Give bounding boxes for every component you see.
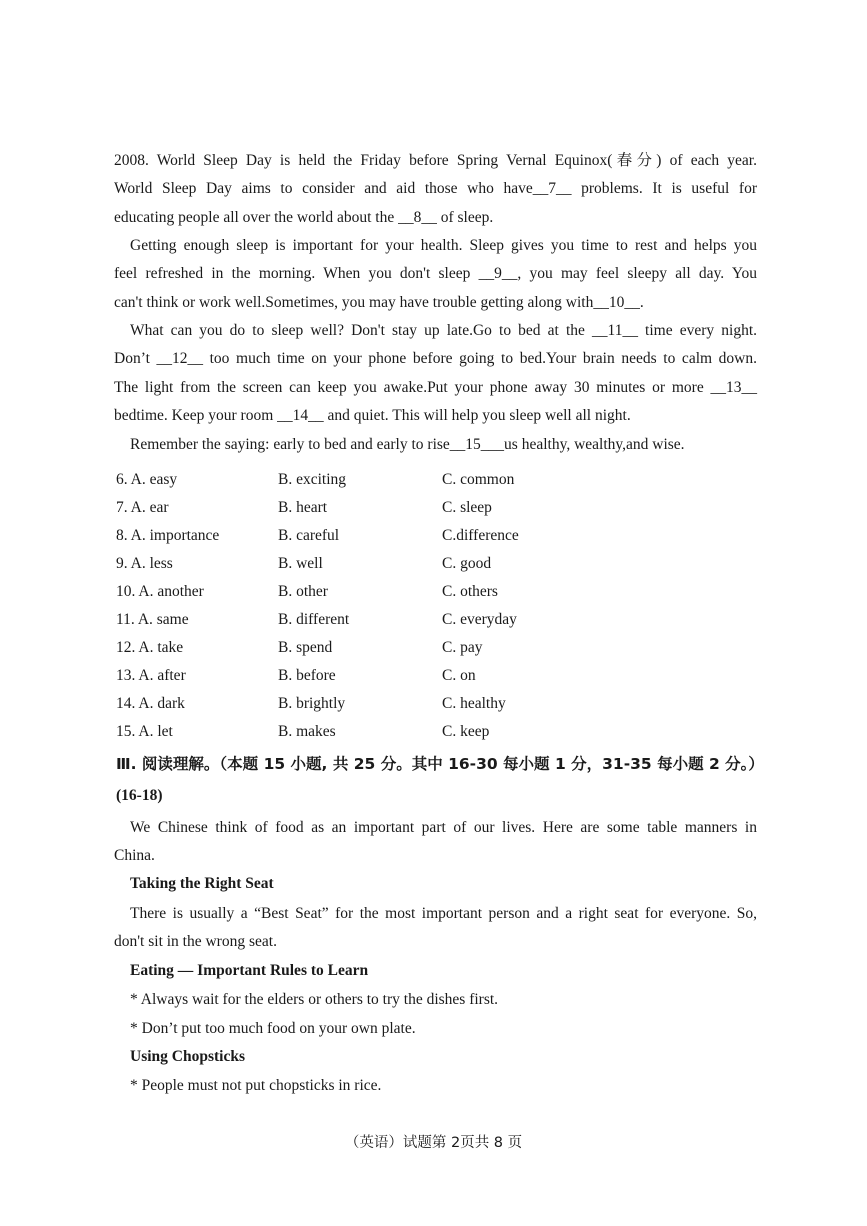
option-a: 8. A. importance: [116, 527, 220, 544]
passage-paragraph-2: [114, 232, 757, 317]
heading-right-seat: Taking the Right Seat: [130, 875, 274, 892]
option-row: [116, 718, 676, 746]
passage-line: Don’t __12__ too much time on your phone before going to bed.Your brain needs to calm down.: [114, 350, 757, 368]
option-c: C. on: [442, 667, 476, 684]
option-c: C. sleep: [442, 499, 492, 516]
passage-line: The light from the screen can keep you awake.Put your phone away 30 minutes or more __13__: [114, 378, 757, 396]
option-a: 13. A. after: [116, 667, 186, 684]
option-b: B. well: [278, 555, 323, 572]
passage-line: educating people all over the world about the __8__ of sleep.: [114, 208, 494, 226]
page-footer: （英语）试题第 2页共 8 页: [344, 1135, 523, 1151]
option-b: B. before: [278, 667, 336, 684]
option-a: 14. A. dark: [116, 695, 185, 712]
option-row: [116, 494, 676, 522]
option-c: C. common: [442, 471, 515, 488]
option-a: 10. A. another: [116, 583, 204, 600]
option-row: [116, 662, 676, 690]
option-row: [116, 606, 676, 634]
passage-line: There is usually a “Best Seat” for the most important person and a right seat for everyone. So,: [130, 905, 757, 922]
option-row: [116, 578, 676, 606]
chopstick-rule: * People must not put chopsticks in rice.: [130, 1077, 382, 1094]
passage-paragraph-3: [114, 317, 757, 430]
cloze-options: [116, 466, 676, 746]
passage-line: feel refreshed in the morning. When you don't sleep __9__, you may feel sleepy all day. You: [114, 265, 757, 283]
option-b: B. careful: [278, 527, 340, 544]
option-c: C. good: [442, 555, 492, 572]
passage-line: Remember the saying: early to bed and early to rise__15___us healthy, wealthy,and wise.: [130, 436, 685, 453]
passage-paragraph-1: [114, 147, 757, 232]
option-c: C. everyday: [442, 611, 517, 628]
passage-line: bedtime. Keep your room __14__ and quiet. This will help you sleep well all night.: [114, 406, 631, 424]
option-c: C.difference: [442, 527, 519, 544]
seat-paragraph: [114, 900, 757, 957]
passage-line: What can you do to sleep well? Don't stay up late.Go to bed at the __11__ time every night.: [130, 322, 757, 339]
option-b: B. other: [278, 583, 328, 600]
option-c: C. healthy: [442, 695, 506, 712]
passage-line: World Sleep Day aims to consider and aid those who have__7__ problems. It is useful for: [114, 180, 757, 198]
passage-line: don't sit in the wrong seat.: [114, 933, 277, 951]
passage-line: Getting enough sleep is important for your health. Sleep gives you time to rest and helps you: [130, 237, 757, 254]
option-b: B. spend: [278, 639, 333, 656]
option-b: B. makes: [278, 723, 336, 740]
passage-line: We Chinese think of food as an important part of our lives. Here are some table manners in: [130, 819, 757, 836]
option-row: [116, 690, 676, 718]
option-a: 15. A. let: [116, 723, 173, 740]
passage-line: China.: [114, 847, 155, 865]
option-row: [116, 466, 676, 494]
eating-rule: * Always wait for the elders or others to try the dishes first.: [130, 991, 499, 1008]
option-a: 12. A. take: [116, 639, 184, 656]
eating-rule: * Don’t put too much food on your own plate.: [130, 1020, 416, 1037]
option-a: 6. A. easy: [116, 471, 178, 488]
option-b: B. different: [278, 611, 350, 628]
question-range-label: (16-18): [116, 787, 163, 804]
option-a: 7. A. ear: [116, 499, 169, 516]
option-row: [116, 522, 676, 550]
heading-eating-rules: Eating — Important Rules to Learn: [130, 962, 369, 979]
passage-line: 2008. World Sleep Day is held the Friday before Spring Vernal Equinox(春分) of each year.: [114, 152, 757, 169]
option-row: [116, 634, 676, 662]
passage-paragraph-4: [114, 431, 757, 459]
reading-intro: [114, 814, 757, 871]
heading-chopsticks: Using Chopsticks: [130, 1048, 245, 1065]
option-b: B. exciting: [278, 471, 347, 488]
option-c: C. pay: [442, 639, 483, 656]
option-a: 9. A. less: [116, 555, 173, 572]
option-c: C. keep: [442, 723, 490, 740]
option-a: 11. A. same: [116, 611, 189, 628]
section-title: Ⅲ. 阅读理解。（本题 15 小题, 共 25 分。其中 16-30 每小题 1 分，31-35 每小题 2 分。）: [116, 755, 764, 773]
option-b: B. brightly: [278, 695, 346, 712]
passage-line: can't think or work well.Sometimes, you may have trouble getting along with__10__.: [114, 293, 644, 311]
option-c: C. others: [442, 583, 498, 600]
option-row: [116, 550, 676, 578]
option-b: B. heart: [278, 499, 328, 516]
